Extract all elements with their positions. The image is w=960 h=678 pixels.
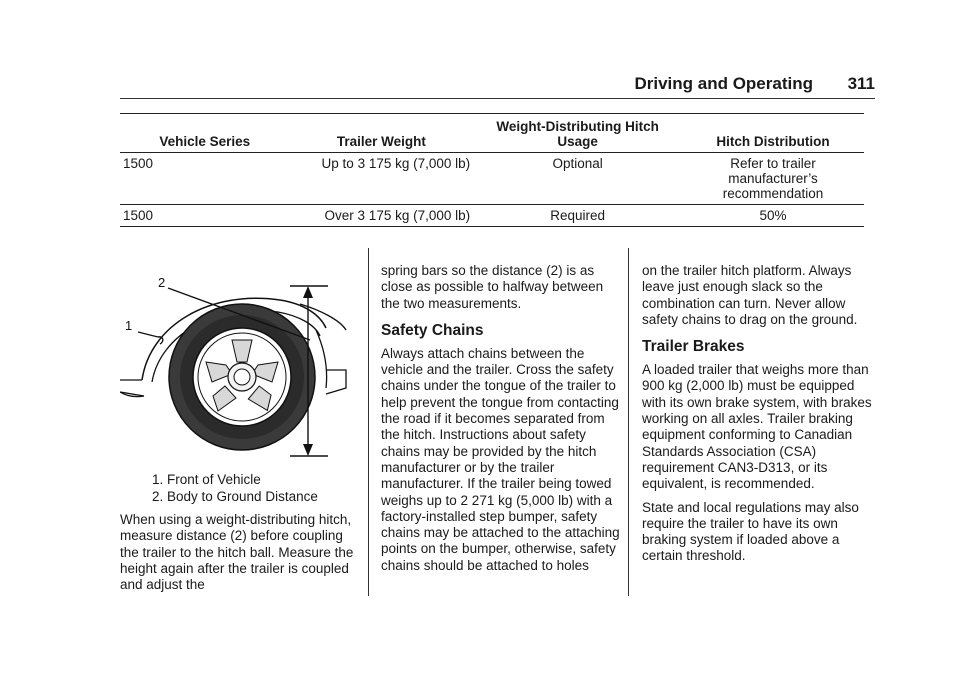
table-cell: Optional (473, 153, 682, 205)
table-cell: 1500 (120, 205, 290, 227)
wheel-measurement-figure (120, 270, 350, 465)
page-header (120, 70, 875, 99)
caption-front-of-vehicle: 1. Front of Vehicle (152, 472, 261, 487)
table-header-cell: Trailer Weight (290, 114, 474, 153)
paragraph: A loaded trailer that weighs more than 900 kg (2,000 lb) must be equipped with its own brake system, with brakes working on all axles. Trailer braking equipment conforming to Canadian Standards Association (CSA) requirement CAN3-D313, or its equivalent, is recommended. (642, 362, 872, 492)
table-cell: 1500 (120, 153, 290, 205)
table-cell: Up to 3 175 kg (7,000 lb) (290, 153, 474, 205)
column-divider (368, 248, 369, 596)
paragraph: Always attach chains between the vehicle and the trailer. Cross the safety chains under the tongue of the trailer to help prevent the tongue from contacting the road if it becomes separated from the hitch. Instructions about safety chains may be provided by the hitch manufacturer or by the trailer manufacturer. If the trailer being towed weighs up to 2 271 kg (5,000 lb) with a factory-installed step bumper, safety chains may be attached to the attaching points on the bumper, otherwise, safety chains should be attached to holes (381, 345, 620, 573)
column-divider (628, 248, 629, 596)
table-header-cell: Weight-Distributing Hitch Usage (473, 114, 682, 153)
paragraph: When using a weight-distributing hitch, measure distance (2) before coupling the trailer to the hitch ball. Measure the height again after the trailer is coupled and adjust the (120, 512, 354, 593)
page-number: 311 (847, 74, 875, 93)
table-cell: Required (473, 205, 682, 227)
section-heading-safety-chains: Safety Chains (381, 321, 484, 339)
table-cell-text: Refer to trailer manufacturer’s recommendation (722, 156, 824, 201)
section-heading-trailer-brakes: Trailer Brakes (642, 338, 745, 356)
caption-body-to-ground: 2. Body to Ground Distance (152, 489, 318, 504)
table-cell: 50% (682, 205, 864, 227)
callout-1-label: 1 (125, 318, 133, 333)
table-header-row (120, 114, 864, 153)
callout-2-label: 2 (158, 275, 166, 290)
table-header-cell: Hitch Distribution (682, 114, 864, 153)
paragraph: on the trailer hitch platform. Always leave just enough slack so the combination can turn. Never allow safety chains to drag on the ground. (642, 263, 858, 327)
hitch-spec-table (120, 113, 864, 227)
table-cell: Over 3 175 kg (7,000 lb) (290, 205, 474, 227)
table-row (120, 205, 864, 227)
table-row (120, 153, 864, 205)
paragraph: State and local regulations may also require the trailer to have its own braking system if loaded above a certain threshold. (642, 499, 859, 564)
table-header-cell: Vehicle Series (120, 114, 290, 153)
column-middle (381, 263, 621, 574)
paragraph: spring bars so the distance (2) is as close as possible to halfway between the two measurements. (381, 263, 604, 311)
wheel-illustration (120, 270, 350, 465)
section-title: Driving and Operating (634, 74, 813, 93)
column-left (120, 512, 358, 593)
table-cell (682, 153, 864, 205)
column-right (642, 263, 877, 565)
figure-captions (152, 471, 318, 505)
